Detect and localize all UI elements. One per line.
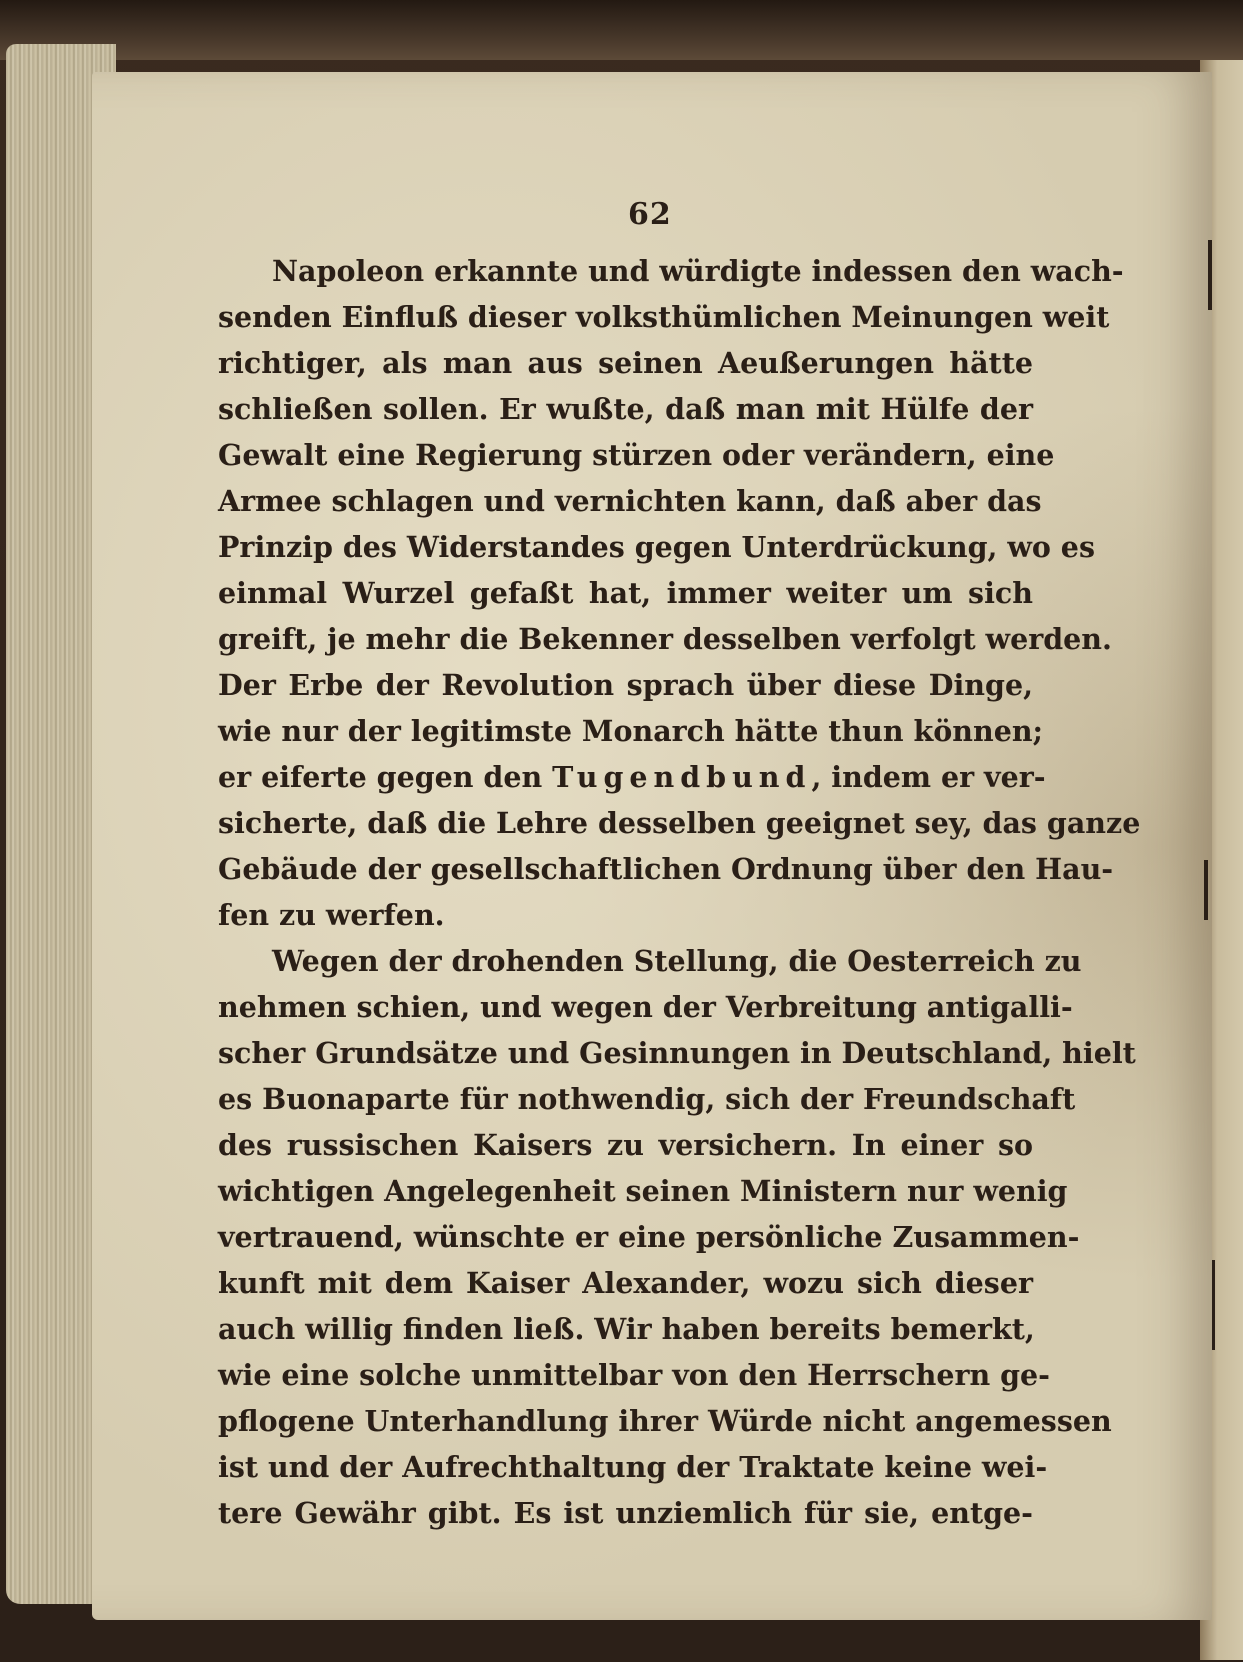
text-segment: er eiferte gegen den [218,760,553,794]
text-line: richtiger, als man aus seinen Aeußerungen hätte [218,346,1033,380]
text-line: sicherte, daß die Lehre desselben geeignet sey, das ganze [218,806,1141,840]
text-line-emphasis [218,754,1046,800]
text-line: Gewalt eine Regierung stürzen oder verändern, eine [218,438,1055,472]
text-line: senden Einfluß dieser volksthümlichen Meinungen weit [218,300,1110,334]
text-line: greift, je mehr die Bekenner desselben verfolgt werden. [218,622,1112,656]
text-line: kunft mit dem Kaiser Alexander, wozu sich dieser [218,1266,1033,1300]
facing-page-mark [1204,860,1208,920]
text-line: wie eine solche unmittelbar von den Herrschern ge- [218,1358,1051,1392]
text-line: wie nur der legitimste Monarch hätte thun können; [218,714,1044,748]
body-text [218,248,1141,1536]
text-segment: , indem er ver- [811,760,1046,794]
text-line: es Buonaparte für nothwendig, sich der Freundschaft [218,1082,1076,1116]
text-line: tere Gewähr gibt. Es ist unziemlich für sie, entge- [218,1496,1033,1530]
text-line: Armee schlagen und vernichten kann, daß aber das [218,484,1042,518]
text-line: einmal Wurzel gefaßt hat, immer weiter um sich [218,576,1033,610]
text-line: vertrauend, wünschte er eine persönliche Zusammen- [218,1220,1080,1254]
text-line: des russischen Kaisers zu versichern. In einer so [218,1128,1033,1162]
page-number: 62 [628,197,672,232]
text-line: Napoleon erkannte und würdigte indessen den wach- [272,254,1124,288]
text-line: ist und der Aufrechthaltung der Traktate keine wei- [218,1450,1048,1484]
text-line: Prinzip des Widerstandes gegen Unterdrückung, wo es [218,530,1095,564]
facing-page-mark [1208,240,1212,310]
text-line: Gebäude der gesellschaftlichen Ordnung über den Hau- [218,852,1114,886]
text-line: fen zu werfen. [218,898,445,932]
text-line: pflogene Unterhandlung ihrer Würde nicht angemessen [218,1404,1112,1438]
text-line: Der Erbe der Revolution sprach über diese Dinge, [218,668,1033,702]
text-line: scher Grundsätze und Gesinnungen in Deutschland, hielt [218,1036,1136,1070]
book-spine-shadow [0,0,1243,60]
facing-page-mark [1212,1260,1215,1350]
text-line: wichtigen Angelegenheit seinen Ministern nur wenig [218,1174,1068,1208]
text-line: auch willig finden ließ. Wir haben bereits bemerkt, [218,1312,1035,1346]
spaced-emphasis-word: Tugendbund [552,760,812,794]
text-line: Wegen der drohenden Stellung, die Oesterreich zu [272,944,1082,978]
text-line: schließen sollen. Er wußte, daß man mit Hülfe der [218,392,1033,426]
text-line: nehmen schien, und wegen der Verbreitung antigalli- [218,990,1073,1024]
